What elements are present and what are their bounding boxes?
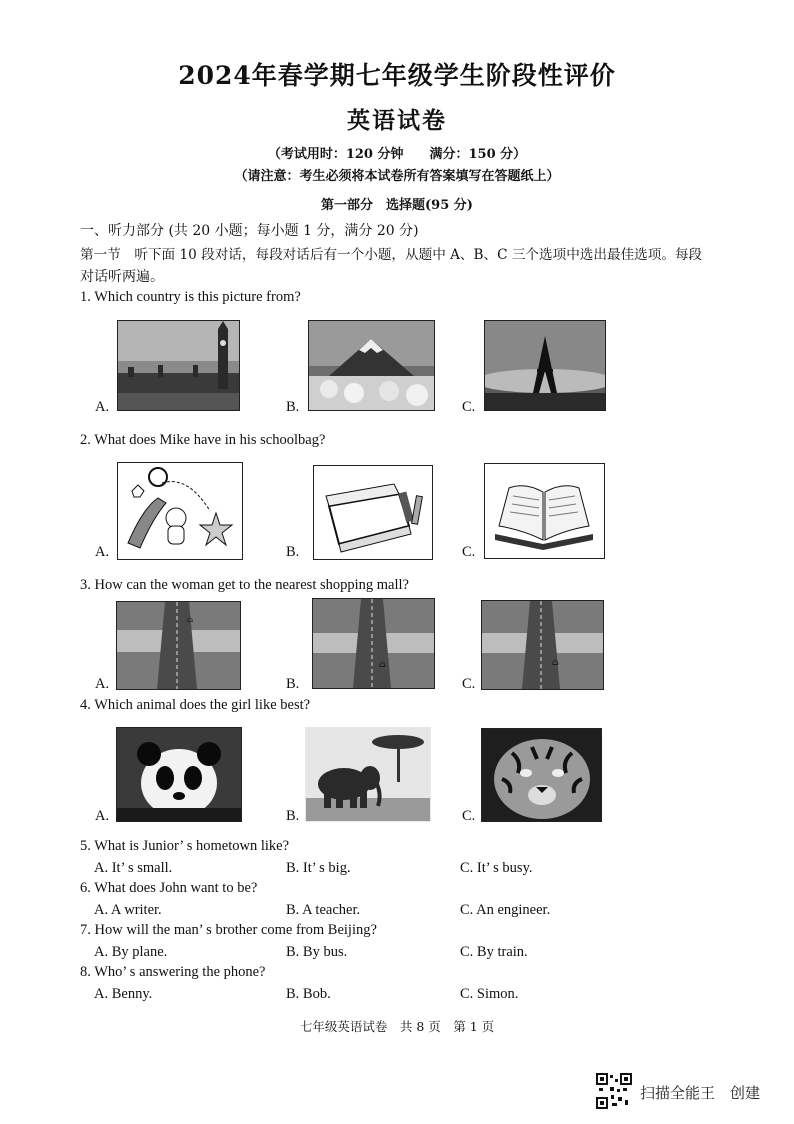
q1-option-b-label: B. <box>286 399 300 415</box>
q7-option-b[interactable]: B. By bus. <box>286 944 348 960</box>
question-7-stem: 7. How will the man’ s brother come from Beijing? <box>80 922 377 938</box>
q3-option-c-image[interactable] <box>481 600 604 690</box>
q5-option-c[interactable]: C. It’ s busy. <box>460 860 533 876</box>
page-footer: 七年级英语试卷 共 8 页 第 1 页 <box>299 1019 495 1034</box>
question-6-stem: 6. What does John want to be? <box>80 880 258 896</box>
exam-notice: （请注意：考生必须将本试卷所有答案填写在答题纸上） <box>234 169 560 184</box>
part-title: 第一部分 选择题(95 分) <box>321 198 473 213</box>
svg-text:⌂: ⌂ <box>379 660 386 670</box>
q8-option-c[interactable]: C. Simon. <box>460 986 519 1002</box>
question-1-stem: 1. Which country is this picture from? <box>80 289 301 305</box>
exam-info: （考试用时：120 分钟 满分：150 分） <box>267 147 527 162</box>
q4-option-c-label: C. <box>462 808 476 824</box>
q5-option-a[interactable]: A. It’ s small. <box>94 860 173 876</box>
scanner-watermark-text: 扫描全能王 创建 <box>640 1084 761 1102</box>
q3-option-b-image[interactable] <box>312 598 435 689</box>
question-4-stem: 4. Which animal does the girl like best? <box>80 697 311 713</box>
q2-option-b-label: B. <box>286 544 300 560</box>
question-8-stem: 8. Who’ s answering the phone? <box>80 964 266 980</box>
q3-option-a-image[interactable] <box>116 601 241 690</box>
keychain-icon <box>118 463 242 559</box>
exam-title: 2024年春学期七年级学生阶段性评价 <box>178 61 616 90</box>
q2-option-a-image[interactable] <box>117 462 243 560</box>
section-instruction-line1: 第一节 听下面 10 段对话，每段对话后有一个小题，从题中 A、B、C 三个选项中选出最佳选项。每段 <box>80 247 703 263</box>
q6-option-c[interactable]: C. An engineer. <box>460 902 551 918</box>
q7-option-a[interactable]: A. By plane. <box>94 944 168 960</box>
q2-option-a-label: A. <box>95 544 110 560</box>
svg-text:⌂: ⌂ <box>187 615 194 624</box>
q2-option-c-label: C. <box>462 544 476 560</box>
q4-option-b-label: B. <box>286 808 300 824</box>
q4-option-a-image[interactable] <box>116 727 242 822</box>
q6-option-a[interactable]: A. A writer. <box>94 902 162 918</box>
open-book-icon <box>485 464 604 558</box>
q4-option-a-label: A. <box>95 808 110 824</box>
q1-option-b-image[interactable] <box>308 320 435 411</box>
tiger-icon <box>482 729 601 821</box>
q1-option-c-image[interactable] <box>484 320 606 411</box>
q8-option-b[interactable]: B. Bob. <box>286 986 331 1002</box>
big-ben-parliament-icon <box>118 321 239 410</box>
section-instruction-line2: 对话听两遍。 <box>80 269 164 285</box>
question-5-stem: 5. What is Junior’ s hometown like? <box>80 838 290 854</box>
exam-subject: 英语试卷 <box>347 107 447 134</box>
q3-option-a-label: A. <box>95 676 110 692</box>
section-heading: 一、听力部分 (共 20 小题；每小题 1 分，满分 20 分) <box>80 223 419 239</box>
q3-option-b-label: B. <box>286 676 300 692</box>
qr-code-icon <box>596 1073 632 1109</box>
panda-icon <box>117 728 241 821</box>
crossroads-map-icon <box>313 599 434 688</box>
crossroads-map-icon <box>482 601 603 689</box>
question-2-stem: 2. What does Mike have in his schoolbag? <box>80 432 326 448</box>
q3-option-c-label: C. <box>462 676 476 692</box>
q8-option-a[interactable]: A. Benny. <box>94 986 153 1002</box>
eiffel-tower-icon <box>485 321 605 410</box>
q1-option-a-image[interactable] <box>117 320 240 411</box>
q4-option-b-image[interactable] <box>305 727 431 822</box>
q1-option-c-label: C. <box>462 399 476 415</box>
q6-option-b[interactable]: B. A teacher. <box>286 902 361 918</box>
question-3-stem: 3. How can the woman get to the nearest shopping mall? <box>80 577 409 593</box>
q5-option-b[interactable]: B. It’ s big. <box>286 860 351 876</box>
pencil-case-icon <box>314 466 432 559</box>
q4-option-c-image[interactable] <box>481 728 602 822</box>
q2-option-b-image[interactable] <box>313 465 433 560</box>
q2-option-c-image[interactable] <box>484 463 605 559</box>
svg-text:⌂: ⌂ <box>552 658 559 668</box>
q7-option-c[interactable]: C. By train. <box>460 944 528 960</box>
mount-fuji-icon <box>309 321 434 410</box>
elephant-icon <box>306 728 430 821</box>
q1-option-a-label: A. <box>95 399 110 415</box>
crossroads-map-icon <box>117 602 240 689</box>
